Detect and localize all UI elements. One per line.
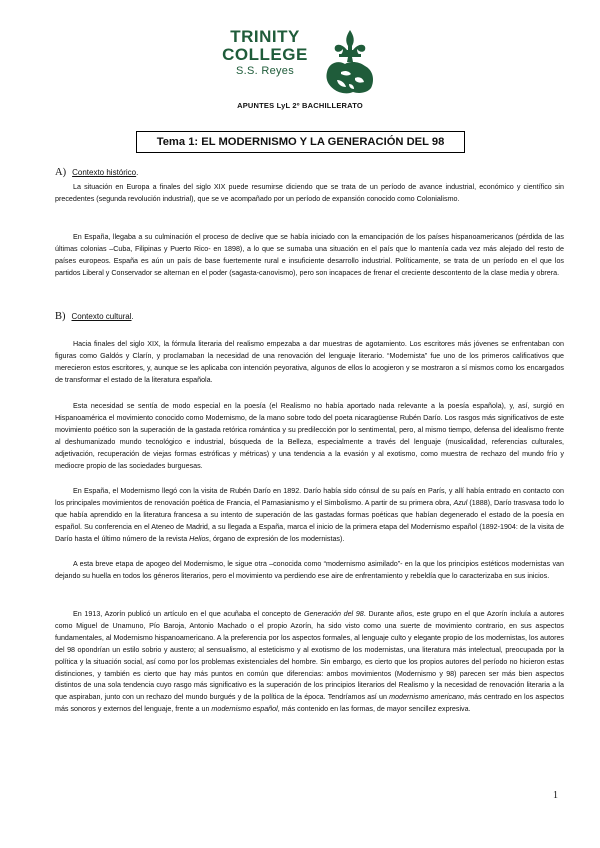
section-letter: A) <box>55 167 67 178</box>
logo-text <box>215 28 315 77</box>
paragraph: Esta necesidad se sentía de modo especial en la poesía (el Realismo no había aportado nada relevante a la poesía española), y, así, surgió en Hispanoamérica el movimiento conocido como Modernismo, de la mano sobre todo del poeta nicaragüense Rubén Darío. Los rasgos más significativos de este movimiento poético son la superación de la gastada retórica romántica y su predilección por lo sentimental, pero, al mismo tiempo, defensa del idealismo frente al deshumanizado mundo tecnológico e industrial, búsqueda de la Belleza, especialmente a través del lenguaje (musicalidad, referencias culturales, adjetivación, recuperación de viejas formas estróficas y métricas) y una tendencia a la evasión y al exotismo, como muestra de rechazo del mundo frío y mediocre propio de las sociedades burguesas. <box>55 402 564 470</box>
logo-line-2: COLLEGE <box>222 45 308 64</box>
logo-line-3: S.S. Reyes <box>235 65 295 77</box>
work-title: Azul <box>453 498 468 507</box>
text-run: (1888), Darío trasvasa todo lo que había aprendido en la literatura francesa a su intento de superación de las gastadas formas poéticas que habían degenerado el estado de la poesía en español. Su conferencia en el Ateneo de Madrid, a su llegada a España, marca el inicio de la primera etapa del Modernismo español (1892-1904: de la visita de Darío hasta el último número de la revista <box>55 498 564 543</box>
school-logo <box>215 28 385 96</box>
section-label: Contexto cultural <box>71 312 132 321</box>
text-run: , más centrado en los aspectos más sonoros y externos del lenguaje, frente a un <box>55 693 564 714</box>
work-title: Helios <box>189 534 209 543</box>
emphasis: Generación del 98 <box>304 610 364 618</box>
paragraph <box>55 609 564 716</box>
section-heading-a: A) Contexto histórico. <box>55 167 139 178</box>
document-subtitle: APUNTES LyL 2º BACHILLERATO <box>237 101 363 110</box>
paragraph: A esta breve etapa de apogeo del Modernismo, le sigue otra –conocida como “modernismo asimilado”- en la que los principios estéticos modernistas van dejando su huella en todos los géneros literarios, pero el movimiento va perdiendo ese aire de enfrentamiento y rebeldía que lo caracterizaba en sus inicios. <box>55 560 564 580</box>
paragraph <box>55 486 564 546</box>
paragraph: La situación en Europa a finales del siglo XIX puede resumirse diciendo que se trata de un período de avance industrial, económico y científico sin precedentes (segunda revolución industrial), que se ve acompañado por un período de expansión conocido como Colonialismo. <box>55 183 564 203</box>
page-number: 1 <box>553 790 558 801</box>
text-run: En 1913, Azorín publicó un artículo en el que acuñaba el concepto de <box>73 610 305 618</box>
section-label: Contexto histórico <box>72 168 137 177</box>
text-run: , órgano de expresión de los modernistas). <box>209 534 345 543</box>
logo-line-1: TRINITY <box>230 27 300 46</box>
lion-fleur-de-lis-icon <box>319 28 381 94</box>
section-letter: B) <box>55 311 66 322</box>
paragraph: Hacia finales del siglo XIX, la fórmula literaria del realismo empezaba a dar muestras de agotamiento. Los escritores más jóvenes se enfrentaban con figuras como Galdós y Clarín, y proclamaban la necesidad de una renovación del lenguaje literario. “Modernista” fue uno de los primeros calificativos que merecieron estos escritores, y, aunque se les aplicaba con intención peyorativa, algunos de ellos lo acogieron y se mostraron a sí mismos como los encargados de transformar el estado de la literatura española. <box>55 340 564 384</box>
document-title: Tema 1: EL MODERNISMO Y LA GENERACIÓN DEL 98 <box>136 131 465 153</box>
emphasis: modernismo americano <box>389 693 464 702</box>
text-run: En España, el Modernismo llegó con la visita de Rubén Darío en 1892. Darío había sido cónsul de su país en París, y allí había entrado en contacto con los principales movimientos de renovación poética de Francia, el Parnasianismo y el Simbolismo. A partir de su primera obra, <box>55 487 564 507</box>
text-run: , más contenido en las formas, de mayor sencillez expresiva. <box>277 705 471 714</box>
text-run: . Durante años, este grupo en el que Azorín incluía a autores como Miguel de Unamuno, Pío Baroja, Antonio Machado o el propio Azorín, ha sido visto como una suerte de movimiento contrario, en sus aspectos fundamentales, al Modernismo hispanoamericano. A la preferencia por los aspectos formales, al lenguaje culto y elegante propio de los modernistas, los autores del 98 opondrían un estilo sobrio y austero; al sensualismo, al esteticismo y al exotismo de los modernistas, una literatura más intelectual, preocupada por la política y la situación social, así como por los problemas existenciales del hombre. Sin embargo, es cierto que los propios autores del período no hicieron estas distinciones, y también es cierto que hay más puntos en común que diferencias: ambos movimientos (Modernismo y 98) parecen ser más bien aspectos distintos de una sola tendencia cuyo rasgo más significativo es la superación de los principios literarios del Realismo y la necesidad de renovación literaria a la que aspiraban, junto con un rechazo del mundo burgués y de la política de la época. Tendríamos así un <box>55 610 565 702</box>
emphasis: modernismo español <box>211 705 278 714</box>
paragraph: En España, llegaba a su culminación el proceso de declive que se había iniciado con la emancipación de los países hispanoamericanos (pérdida de las últimas colonias –Cuba, Filipinas y Puerto Rico- en 1898), a lo que se sumaba una situación en el país que lo mantenía cada vez más alejado del resto de países europeos. España es aún un país de base fuertemente rural e insuficiente desarrollo industrial. Políticamente, se trata de un período en el que los partidos Liberal y Conservador se alternan en el poder (sagasta-canovismo), pero son incapaces de frenar el creciente descontento de la clase media y obrera. <box>55 233 564 277</box>
section-heading-b: B) Contexto cultural. <box>55 311 134 322</box>
